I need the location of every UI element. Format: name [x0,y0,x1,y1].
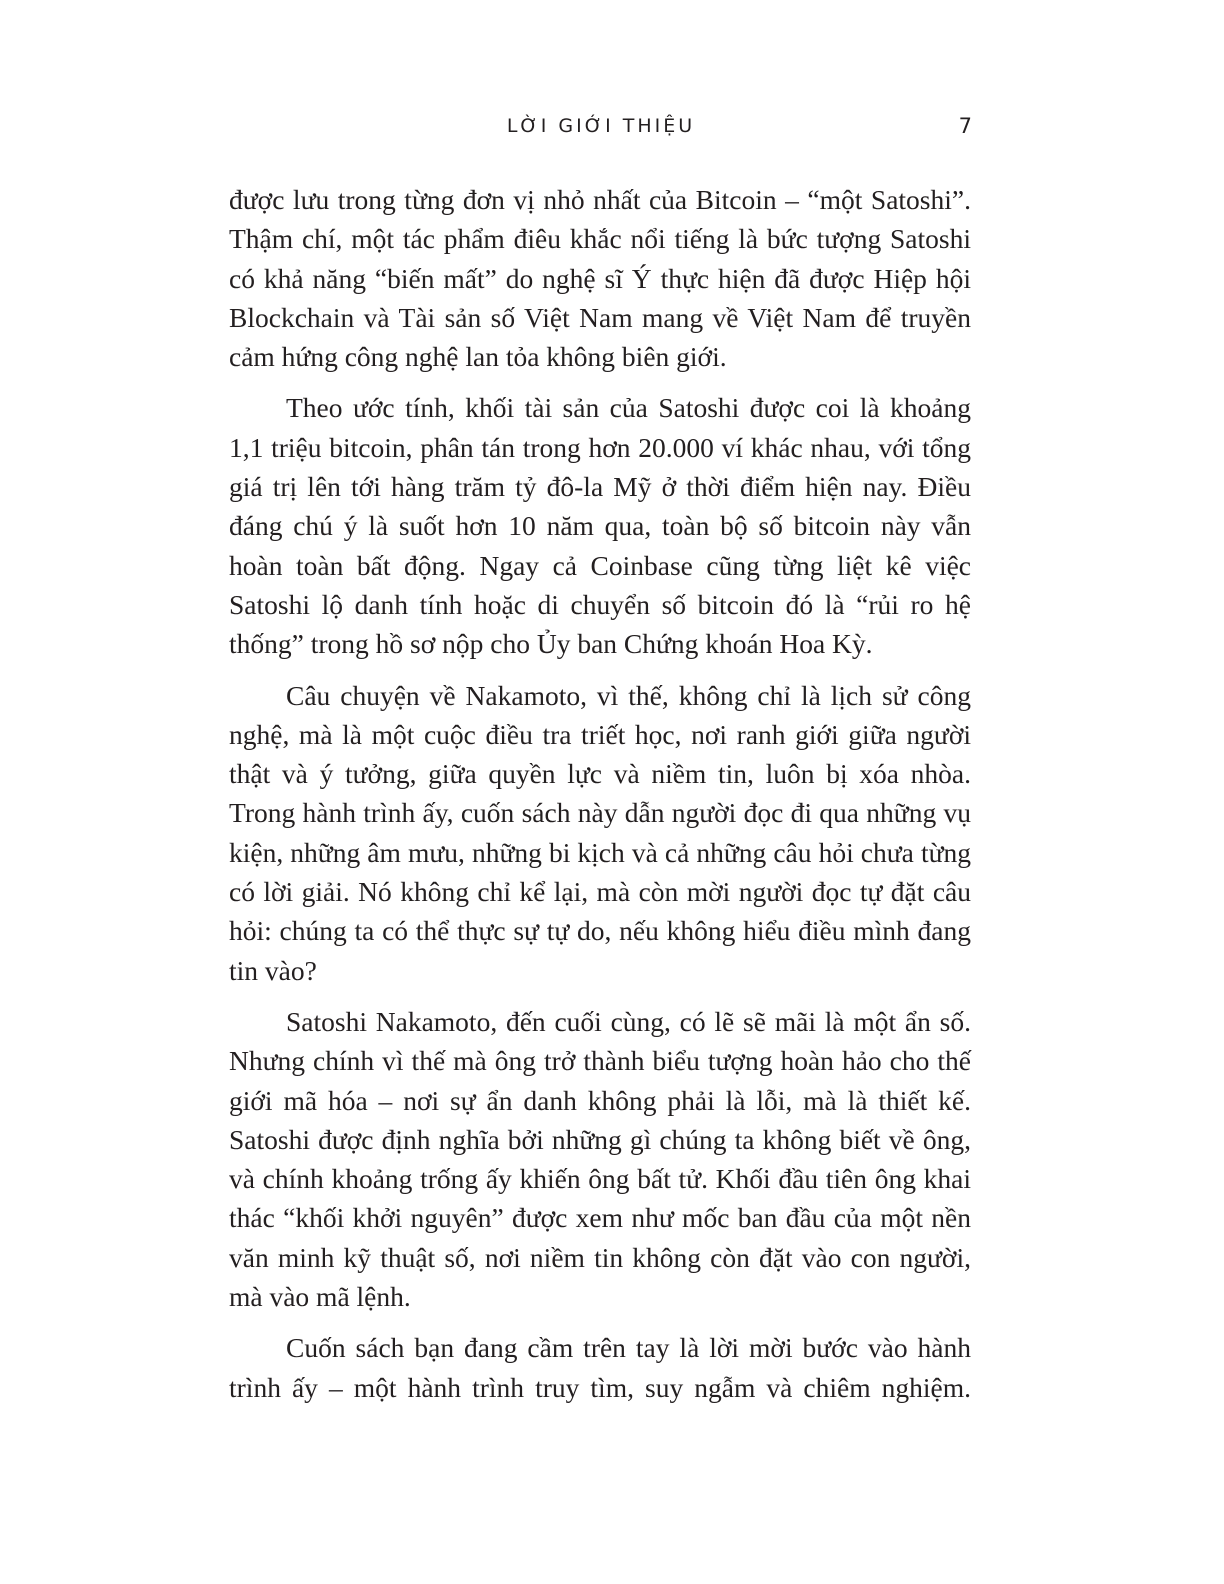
paragraph: Theo ước tính, khối tài sản của Satoshi được coi là khoảng 1,1 triệu bitcoin, phân tán trong hơn 20.000 ví khác nhau, với tổng giá trị lên tới hàng trăm tỷ đô-la Mỹ ở thời điểm hiện nay. Điều đáng chú ý là suốt hơn 10 năm qua, toàn bộ số bitcoin này vẫn hoàn toàn bất động. Ngay cả Coinbase cũng từng liệt kê việc Satoshi lộ danh tính hoặc di chuyển số bitcoin đó là “rủi ro hệ thống” trong hồ sơ nộp cho Ủy ban Chứng khoán Hoa Kỳ. [229,392,971,660]
paragraph: Câu chuyện về Nakamoto, vì thế, không chỉ là lịch sử công nghệ, mà là một cuộc điều tra triết học, nơi ranh giới giữa người thật và ý tưởng, giữa quyền lực và niềm tin, luôn bị xóa nhòa. Trong hành trình ấy, cuốn sách này dẫn người đọc đi qua những vụ kiện, những âm mưu, những bi kịch và cả những câu hỏi chưa từng có lời giải. Nó không chỉ kể lại, mà còn mời người đọc tự đặt câu hỏi: chúng ta có thể thực sự tự do, nếu không hiểu điều mình đang tin vào? [229,679,971,986]
running-header [230,112,972,140]
paragraph-continued: được lưu trong từng đơn vị nhỏ nhất của Bitcoin – “một Satoshi”. Thậm chí, một tác phẩm điêu khắc nổi tiếng là bức tượng Satoshi có khả năng “biến mất” do nghệ sĩ Ý thực hiện đã được Hiệp hội Blockchain và Tài sản số Việt Nam mang về Việt Nam để truyền cảm hứng công nghệ lan tỏa không biên giới. [229,184,971,373]
paragraph: Cuốn sách bạn đang cầm trên tay là lời mời bước vào hành trình ấy – một hành trình truy tìm, suy ngẫm và chiêm nghiệm. [229,1332,971,1403]
chapter-title: LỜI GIỚI THIỆU [506,115,696,137]
page-number: 7 [958,114,972,138]
paragraph: Satoshi Nakamoto, đến cuối cùng, có lẽ sẽ mãi là một ẩn số. Nhưng chính vì thế mà ông trở thành biểu tượng hoàn hảo cho thế giới mã hóa – nơi sự ẩn danh không phải là lỗi, mà là thiết kế. Satoshi được định nghĩa bởi những gì chúng ta không biết về ông, và chính khoảng trống ấy khiến ông bất tử. Khối đầu tiên ông khai thác “khối khởi nguyên” được xem như mốc ban đầu của một nền văn minh kỹ thuật số, nơi niềm tin không còn đặt vào con người, mà vào mã lệnh. [229,1005,971,1313]
body-text [229,180,971,1419]
